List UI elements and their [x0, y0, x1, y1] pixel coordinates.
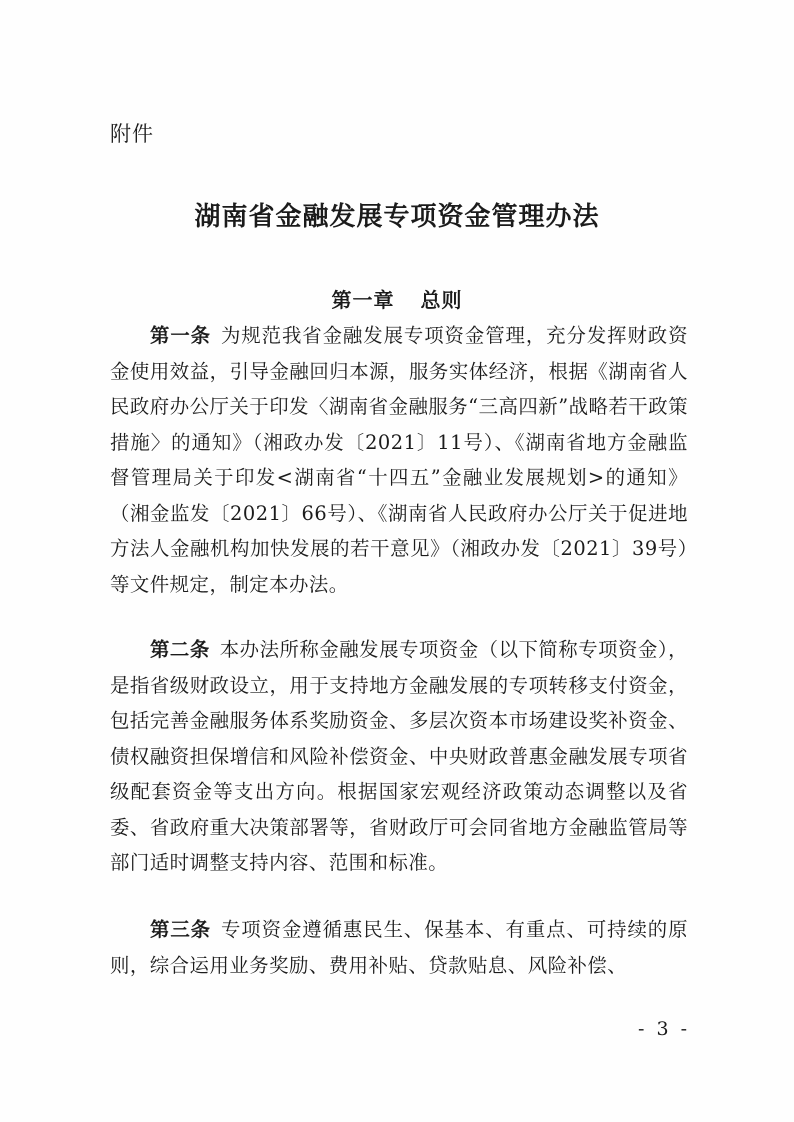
article-1-text: 为规范我省金融发展专项资金管理，充分发挥财政资金使用效益，引导金融回归本源，服务实体经济，根据《湖南省人民政府办公厅关于印发〈湖南省金融服务“三高四新”战略若干政策措施〉的通知》（湘政办发〔2021〕11号）、《湖南省地方金融监督管理局关于印发<湖南省“十四五”金融业发展规划>的通知》（湘金监发〔2021〕66号）、《湖南省人民政府办公厅关于促进地方法人金融机构加快发展的若干意见》（湘政办发〔2021〕39号）等文件规定，制定本办法。 [110, 324, 689, 596]
chapter-number: 第一章 [331, 288, 395, 312]
document-title: 湖南省金融发展专项资金管理办法 [194, 202, 600, 232]
article-1-label: 第一条 [150, 324, 211, 347]
article-3 [110, 912, 688, 983]
article-3-label: 第三条 [150, 918, 211, 941]
article-3-text: 专项资金遵循惠民生、保基本、有重点、可持续的原则，综合运用业务奖励、费用补贴、贷款贴息、风险补偿、 [110, 918, 689, 977]
article-2-text: 本办法所称金融发展专项资金（以下简称专项资金），是指省级财政设立，用于支持地方金融发展的专项转移支付资金，包括完善金融服务体系奖励资金、多层次资本市场建设奖补资金、债权融资担保增信和风险补偿资金、中央财政普惠金融发展专项省级配套资金等支出方向。根据国家宏观经济政策动态调整以及省委、省政府重大决策部署等，省财政厅可会同省地方金融监管局等部门适时调整支持内容、范围和标准。 [110, 638, 688, 874]
article-2 [110, 632, 688, 881]
chapter-heading [0, 284, 794, 313]
article-2-label: 第二条 [150, 638, 210, 661]
article-1 [110, 318, 688, 602]
page-number: - 3 - [637, 1018, 690, 1040]
attachment-label: 附件 [110, 122, 154, 146]
chapter-subtitle: 总则 [420, 288, 463, 312]
